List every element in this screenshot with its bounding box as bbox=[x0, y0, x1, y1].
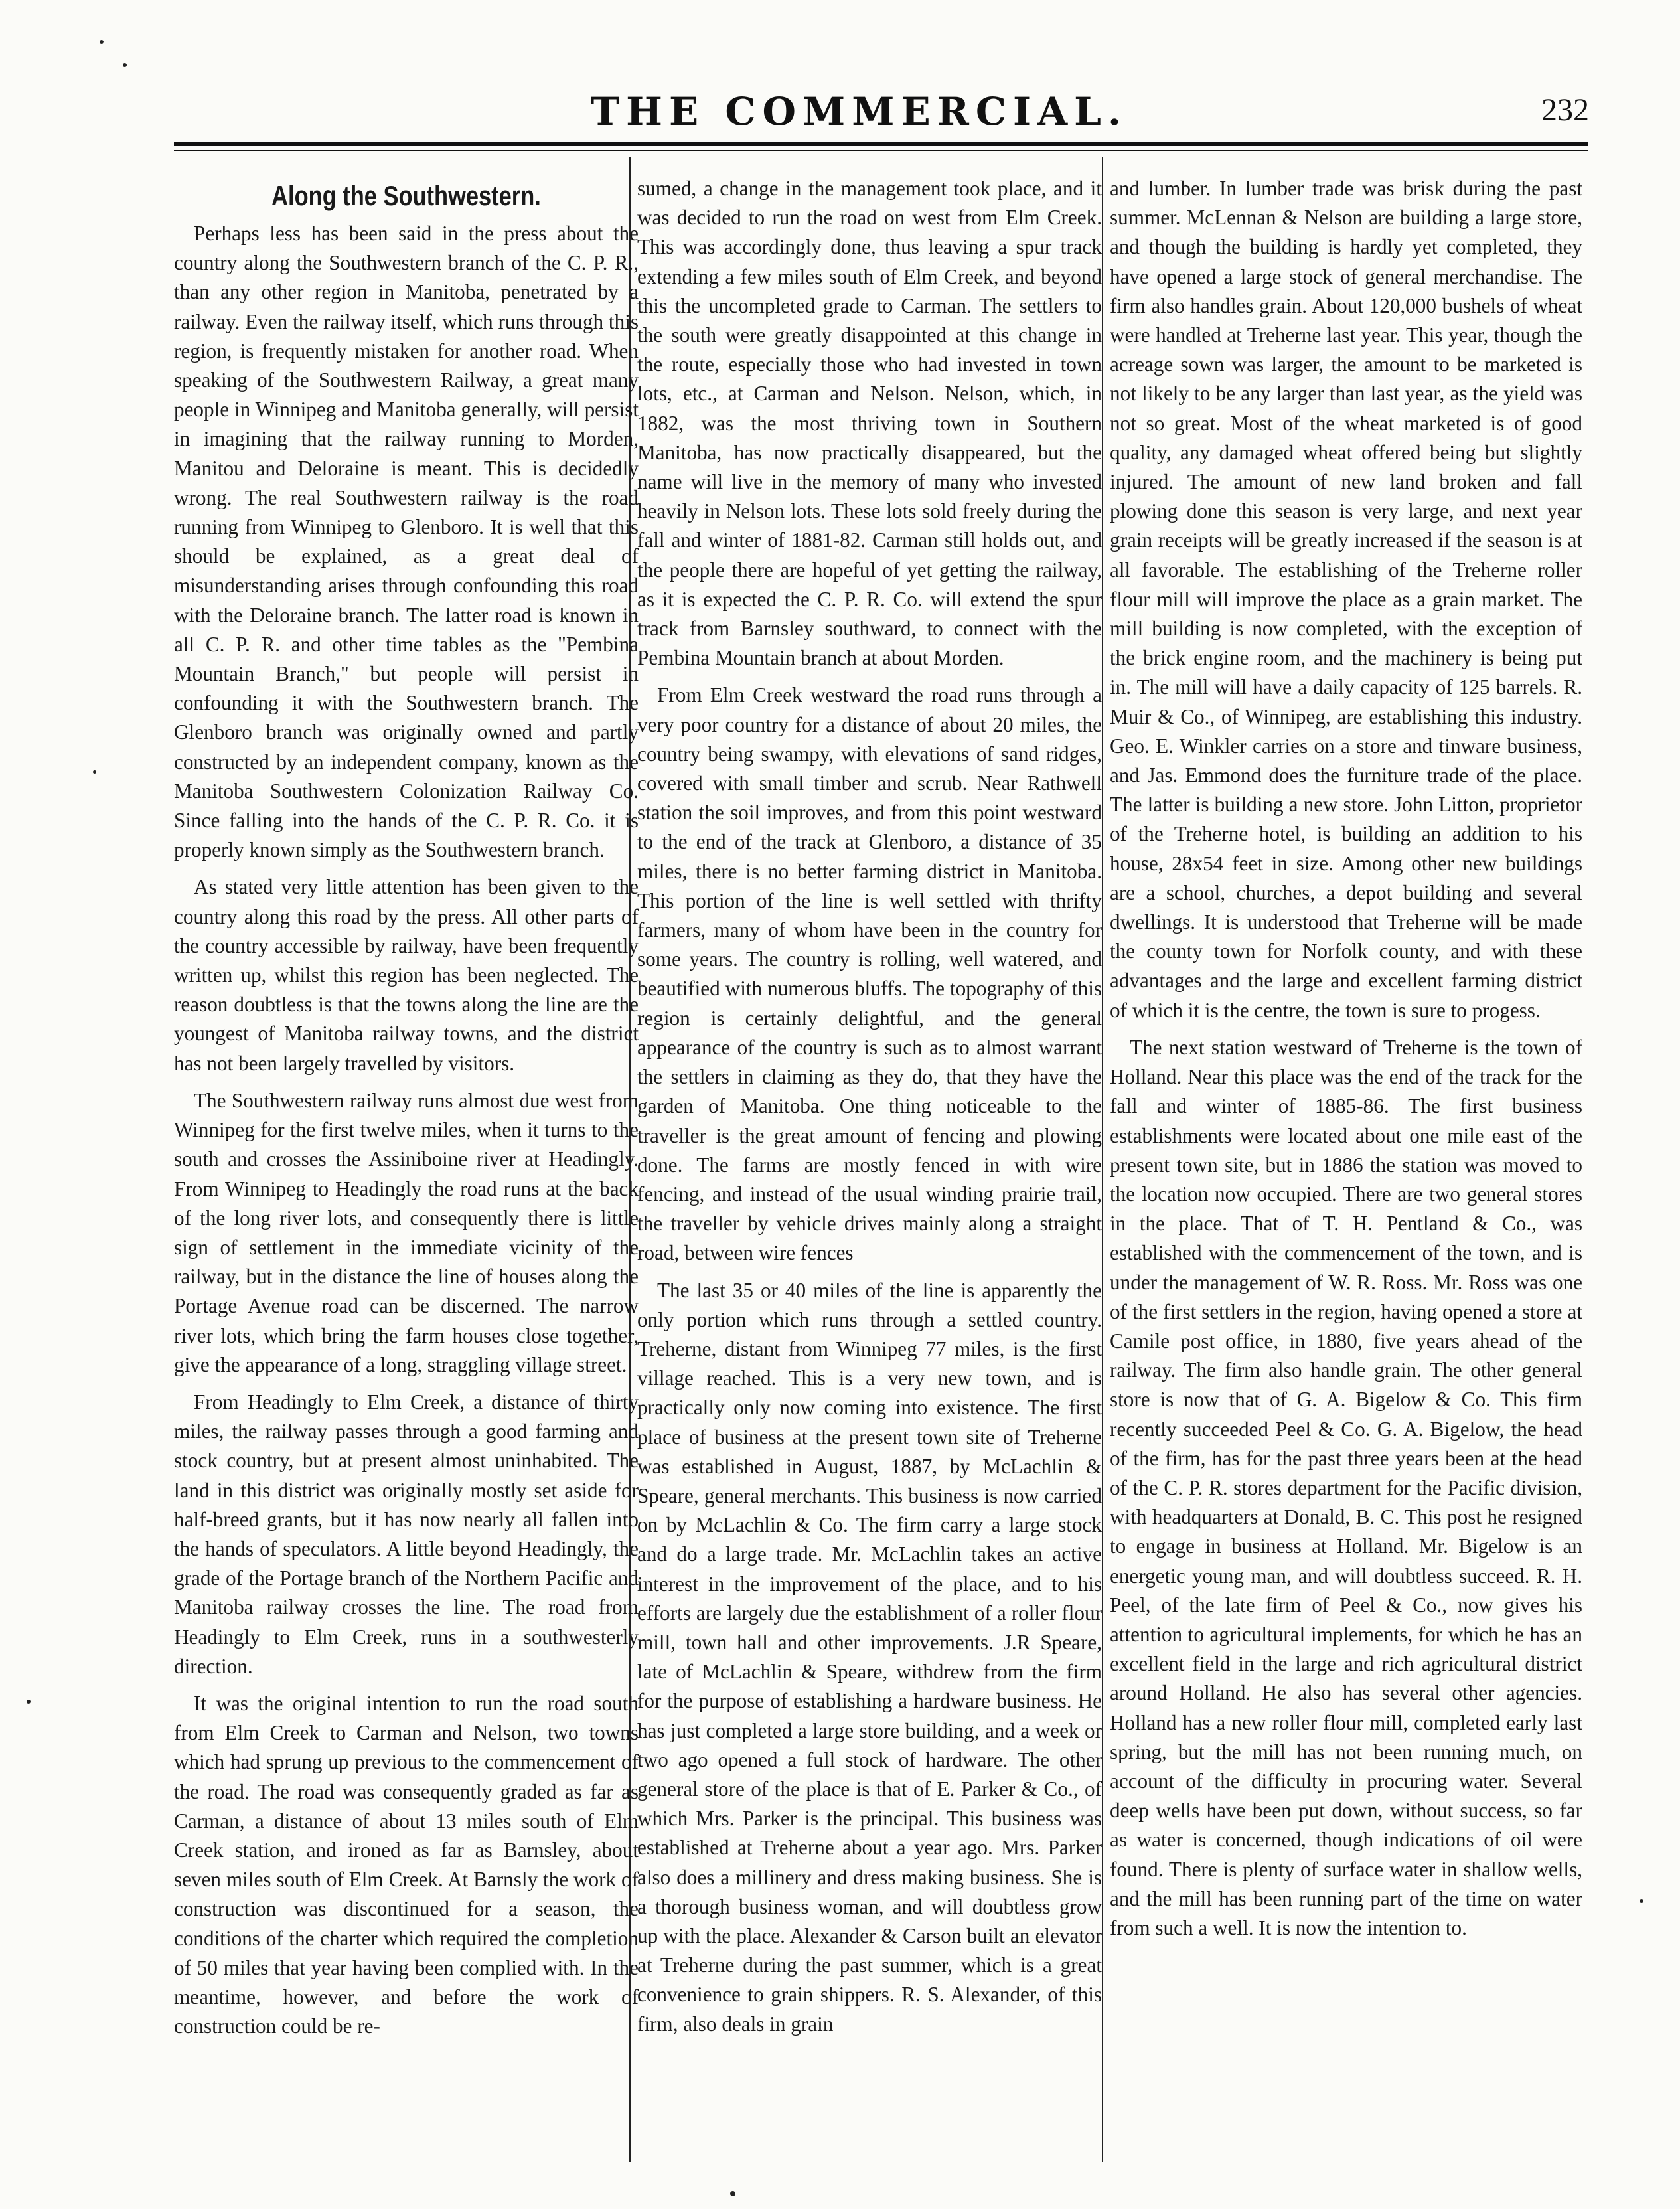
masthead-rule-thin bbox=[174, 150, 1588, 151]
article-paragraph: It was the original intention to run the road south from Elm Creek to Carman and Nelson, two towns which had sprung up previous to the commencement of the road. The road was consequently graded as far as Carman, a distance of about 13 miles south of Elm Creek station, and ironed as far as Barnsley, about seven miles south of Elm Creek. At Barnsly the work of construction was discontinued for a season, the conditions of the charter which required the completion of 50 miles that year having been complied with. In the meantime, however, and before the work of construction could be re- bbox=[174, 1691, 639, 2038]
article-paragraph: and lumber. In lumber trade was brisk during the past summer. McLennan & Nelson are building a large store, and though the building is hardly yet completed, they have opened a large stock of general merchandise. The firm also handles grain. About 120,000 bushels of wheat were handled at Treherne last year. This year, though the acreage sown was larger, the amount to be marketed is not likely to be any larger than last year, as the yield was not so great. Most of the wheat marketed is of good quality, any damaged wheat offered being but slightly injured. The amount of new land broken and fall plowing done this season is very large, and next year grain receipts will be greatly increased if the season is at all favorable. The establishing of the Treherne roller flour mill will improve the place as a grain market. The mill building is now completed, with the exception of the brick engine room, and the machinery is being put in. The mill will have a daily capacity of 125 barrels. R. Muir & Co., of Winnipeg, are establishing this industry. Geo. E. Winkler carries on a store and tinware business, and Jas. Emmond does the furniture trade of the place. The latter is building a new store. John Litton, proprietor of the Treherne hotel, is building an addition to his house, 28x54 feet in size. Among other new buildings are a school, churches, a depot building and several dwellings. It is understood that Treherne will be made the county town for Norfolk county, and with these advantages and the large and excellent farming district of which it is the centre, the town is sure to progess. bbox=[1110, 177, 1582, 1022]
scan-speck bbox=[730, 2191, 735, 2196]
article-paragraph: sumed, a change in the management took place, and it was decided to run the road on west from Elm Creek. This was accordingly done, thus leaving a spur track extending a few miles south of Elm Creek, and beyond this the uncompleted grade to Carman. The settlers to the south were greatly disappointed at this change in the route, especially those who had invested in town lots, etc., at Carman and Nelson. Nelson, which, in 1882, was the most thriving town in Southern Manitoba, has now practically disappeared, but the name will live in the memory of many who invested heavily in Nelson lots. These lots sold freely during the fall and winter of 1881-82. Carman still holds out, and the people there are hopeful of yet getting the railway, as it is expected the C. P. R. Co. will extend the spur track from Barnsley southward, to connect with the Pembina Mountain branch at about Morden. bbox=[637, 177, 1102, 670]
scan-speck bbox=[1640, 1899, 1643, 1903]
page-number: 232 bbox=[1541, 92, 1589, 127]
masthead-title: THE COMMERCIAL. bbox=[591, 89, 1128, 134]
masthead bbox=[166, 85, 1593, 138]
scan-speck bbox=[93, 770, 96, 774]
article-column-3 bbox=[1110, 174, 1582, 2153]
article-paragraph: Perhaps less has been said in the press about the country along the Southwestern branch of the C. P. R., than any other region in Manitoba, penetrated by a railway. Even the railway itself, which runs through this region, is frequently mistaken for another road. When speaking of the Southwestern Railway, a great many people in Winnipeg and Manitoba generally, will persist in imagining that the railway running to Morden, Manitou and Deloraine is meant. This is decidedly wrong. The real Southwestern railway is the road running from Winnipeg to Glenboro. It is well that this should be explained, as a great deal of misunderstanding arises through confounding this road with the Deloraine branch. The latter road is known in all C. P. R. and other time tables as the "Pembina Mountain Branch," but people will persist in confounding it with the Southwestern branch. The Glenboro branch was originally owned and partly constructed by an independent company, known as the Manitoba Southwestern Colonization Railway Co. Since falling into the hands of the C. P. R. Co. it is properly known simply as the Southwestern branch. bbox=[174, 222, 639, 862]
article-column-2 bbox=[637, 174, 1102, 2153]
article-paragraph: As stated very little attention has been given to the country along this road by the press. All other parts of the country accessible by railway, have been frequently written up, whilst this region has been neglected. The reason doubtless is that the towns along the line are the youngest of Manitoba railway towns, and the district has not been largely travelled by visitors. bbox=[174, 875, 639, 1075]
scan-speck bbox=[100, 40, 104, 44]
masthead-rule-thick bbox=[174, 142, 1588, 146]
article-paragraph: The last 35 or 40 miles of the line is apparently the only portion which runs through a settled country. Treherne, distant from Winnipeg 77 miles, is the first village reached. This is a very new town, and is practically only now coming into existence. The first place of business at the present town site of Treherne was established in August, 1887, by McLachlin & Speare, general merchants. This business is now carried on by McLachlin & Co. The firm carry a large stock and do a large trade. Mr. McLachlin takes an active interest in the improvement of the place, and to his efforts are largely due the establishment of a roller flour mill, town hall and other improvements. J.R Speare, late of McLachlin & Speare, withdrew from the firm for the purpose of establishing a hardware business. He has just completed a large store building, and a week or two ago opened a full stock of hardware. The other general store of the place is that of E. Parker & Co., of which Mrs. Parker is the principal. This business was established at Treherne about a year ago. Mrs. Parker also does a millinery and dress making business. She is a thorough business woman, and will doubtless grow up with the place. Alexander & Carson built an elevator at Treherne during the past summer, which is a great convenience to grain shippers. R. S. Alexander, of this firm, also deals in grain bbox=[637, 1278, 1102, 2036]
article-paragraph: From Elm Creek westward the road runs through a very poor country for a distance of about 20 miles, the country being swampy, with elevations of sand ridges, covered with small timber and scrub. Near Rathwell station the soil improves, and from this point westward to the end of the track at Glenboro, a distance of 35 miles, there is no better farming district in Manitoba. This portion of the line is well settled with thrifty farmers, many of whom have been in the country for some years. The country is rolling, well watered, and beautified with numerous bluffs. The topography of this region is certainly delightful, and the general appearance of the country is such as to almost warrant the settlers in claiming as they do, that they have the garden of Manitoba. One thing noticeable to the traveller is the great amount of fencing and plowing done. The farms are mostly fenced in with wire fencing, and instead of the usual winding prairie trail, the traveller by vehicle drives mainly along a straight road, between wire fences bbox=[637, 683, 1102, 1265]
scan-speck bbox=[27, 1700, 31, 1704]
article-paragraph: The Southwestern railway runs almost due west from Winnipeg for the first twelve miles, when it turns to the south and crosses the Assiniboine river at Headingly. From Winnipeg to Headingly the road runs at the back of the long river lots, and consequently there is little sign of settlement in the immediate vicinity of the railway, but in the distance the line of houses along the Portage Avenue road can be discerned. The narrow river lots, which bring the farm houses close together, give the appearance of a long, straggling village street. bbox=[174, 1088, 639, 1376]
article-paragraph: From Headingly to Elm Creek, a distance of thirty miles, the railway passes through a good farming and stock country, but at present almost uninhabited. The land in this district was originally mostly set aside for half-breed grants, but it has now nearly all fallen into the hands of speculators. A little beyond Headingly, the grade of the Portage branch of the Northern Pacific and Manitoba railway crosses the line. The road from Headingly to Elm Creek, runs in a southwesterly direction. bbox=[174, 1390, 639, 1678]
article-column-1 bbox=[174, 174, 639, 2153]
scan-speck bbox=[123, 63, 127, 67]
article-paragraph: The next station westward of Treherne is the town of Holland. Near this place was the end of the track for the fall and winter of 1885-86. The first business establishments were located about one mile east of the present town site, but in 1886 the station was moved to the location now occupied. There are two general stores in the place. That of T. H. Pentland & Co., was established with the commencement of the town, and is under the management of W. R. Ross. Mr. Ross was one of the first settlers in the region, having opened a store at Camile post office, in 1880, five years ahead of the railway. The firm also handle grain. The other general store is now that of G. A. Bigelow & Co. This firm recently succeeded Peel & Co. G. A. Bigelow, the head of the firm, has for the past three years been at the head of the C. P. R. stores department for the Pacific division, with headquarters at Donald, B. C. This post he resigned to engage in business at Holland. Mr. Bigelow is an energetic young man, and will doubtless succeed. R. H. Peel, of the late firm of Peel & Co., now gives his attention to agricultural implements, for which he has an excellent field in the large and rich agricultural district around Holland. He also has several other agencies. Holland has a new roller flour mill, completed early last spring, but the mill has not been running much, on account of the difficulty in procuring water. Several deep wells have been put down, without success, so far as water is concerned, though indications of oil were found. There is plenty of surface water in shallow wells, and the mill has been running part of the time on water from such a well. It is now the intention to. bbox=[1110, 1035, 1582, 1939]
column-divider bbox=[1102, 157, 1103, 2162]
article-title: Along the Southwestern. bbox=[271, 180, 541, 211]
